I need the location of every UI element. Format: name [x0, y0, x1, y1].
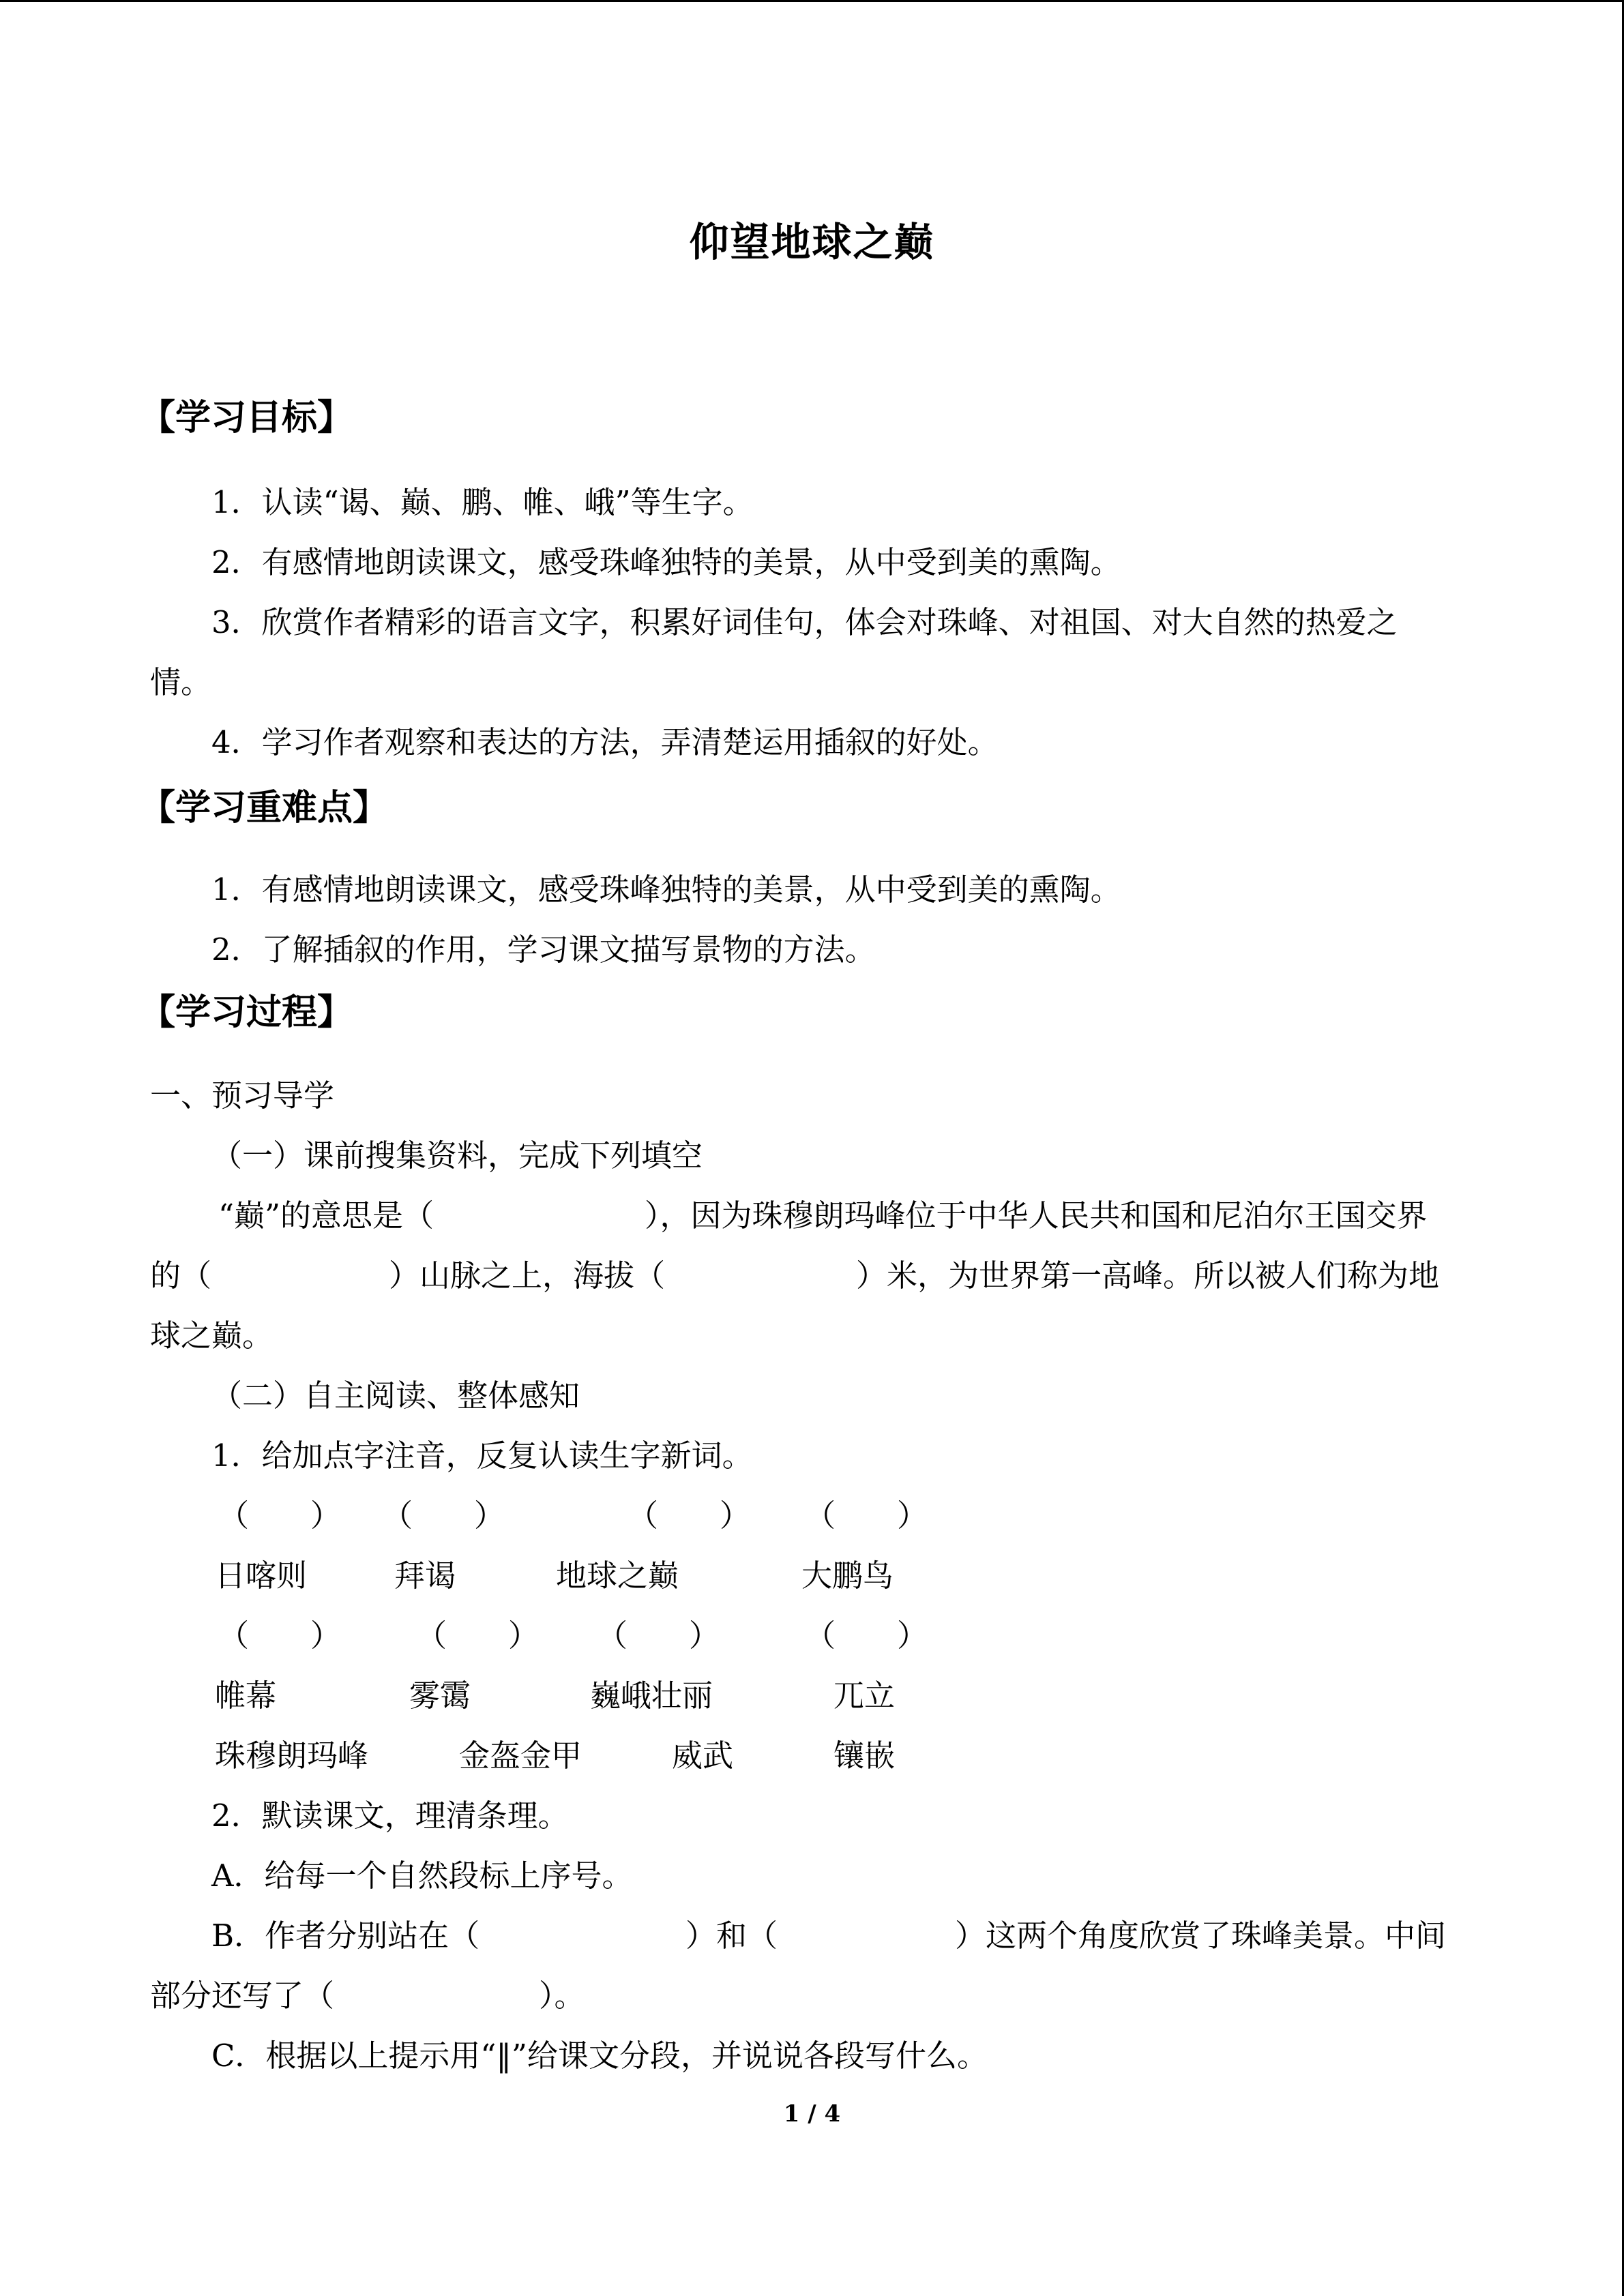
page-title: 仰望地球之巅 — [689, 219, 935, 265]
question-1: 1．给加点字注音，反复认读生字新词。 — [211, 1437, 753, 1474]
fill-line3: 球之巅。 — [150, 1317, 274, 1354]
question-2b-b: ）和（ — [685, 1918, 778, 1954]
top-border — [0, 0, 1624, 2]
fill-line2-a: 的（ — [150, 1257, 212, 1294]
goal-item-1: 1．认读“谒、巅、鹏、帷、峨”等生字。 — [211, 484, 754, 520]
word: 帷幕 — [215, 1678, 277, 1714]
goal-item-3: 3．欣赏作者精彩的语言文字，积累好词佳句，体会对珠峰、对祖国、对大自然的热爱之 — [211, 604, 1398, 640]
goal-item-2: 2．有感情地朗读课文，感受珠峰独特的美景，从中受到美的熏陶。 — [211, 544, 1121, 580]
pinyin-blank: （ ） — [218, 1497, 342, 1534]
question-2: 2．默读课文，理清条理。 — [211, 1798, 569, 1834]
word: 雾霭 — [409, 1678, 471, 1714]
goal-item-4: 4．学习作者观察和表达的方法，弄清楚运用插叙的好处。 — [211, 724, 999, 760]
pinyin-blank: （ ） — [416, 1617, 540, 1654]
fill-line2-b: ）山脉之上，海拔（ — [389, 1257, 666, 1294]
word: 日喀则 — [215, 1557, 308, 1594]
fill-line1-b: ），因为珠穆朗玛峰位于中华人民共和国和尼泊尔王国交界 — [645, 1197, 1428, 1234]
keypoints-heading: 【学习重难点】 — [140, 788, 389, 829]
word: 镶嵌 — [833, 1738, 896, 1774]
word: 巍峨壮丽 — [590, 1678, 713, 1714]
pinyin-blank: （ ） — [805, 1617, 928, 1654]
pinyin-blank: （ ） — [218, 1617, 342, 1654]
page-number: 1 / 4 — [783, 2100, 841, 2128]
question-2a: A．给每一个自然段标上序号。 — [211, 1858, 633, 1894]
pinyin-blank: （ ） — [382, 1497, 505, 1534]
word: 地球之巅 — [556, 1557, 679, 1594]
process-heading: 【学习过程】 — [140, 992, 353, 1033]
sub1-label: （一）课前搜集资料，完成下列填空 — [211, 1137, 703, 1174]
word: 兀立 — [833, 1678, 896, 1714]
keypoint-item-2: 2．了解插叙的作用，学习课文描写景物的方法。 — [211, 931, 876, 968]
word: 珠穆朗玛峰 — [215, 1738, 369, 1774]
word: 拜谒 — [394, 1557, 456, 1594]
question-2b-a: B．作者分别站在（ — [211, 1918, 480, 1954]
question-2b-line2-a: 部分还写了（ — [150, 1978, 335, 2014]
fill-line2-c: ）米，为世界第一高峰。所以被人们称为地 — [856, 1257, 1440, 1294]
pinyin-blank: （ ） — [805, 1497, 928, 1534]
word: 金盔金甲 — [459, 1738, 582, 1774]
pinyin-blank: （ ） — [628, 1497, 751, 1534]
goal-item-3-cont: 情。 — [150, 664, 212, 700]
question-2b-line2-b: ）。 — [539, 1978, 585, 2014]
question-2c: C．根据以上提示用“‖”给课文分段，并说说各段写什么。 — [211, 2038, 988, 2074]
keypoint-item-1: 1．有感情地朗读课文，感受珠峰独特的美景，从中受到美的熏陶。 — [211, 871, 1121, 908]
word: 威武 — [672, 1738, 734, 1774]
word: 大鹏鸟 — [801, 1557, 894, 1594]
sub2-label: （二）自主阅读、整体感知 — [211, 1377, 580, 1414]
part1-label: 一、预习导学 — [150, 1077, 335, 1114]
question-2b-c: ）这两个角度欣赏了珠峰美景。中间 — [955, 1918, 1447, 1954]
goals-heading: 【学习目标】 — [140, 398, 353, 438]
fill-line1-a: “巅”的意思是（ — [218, 1197, 434, 1234]
pinyin-blank: （ ） — [597, 1617, 720, 1654]
